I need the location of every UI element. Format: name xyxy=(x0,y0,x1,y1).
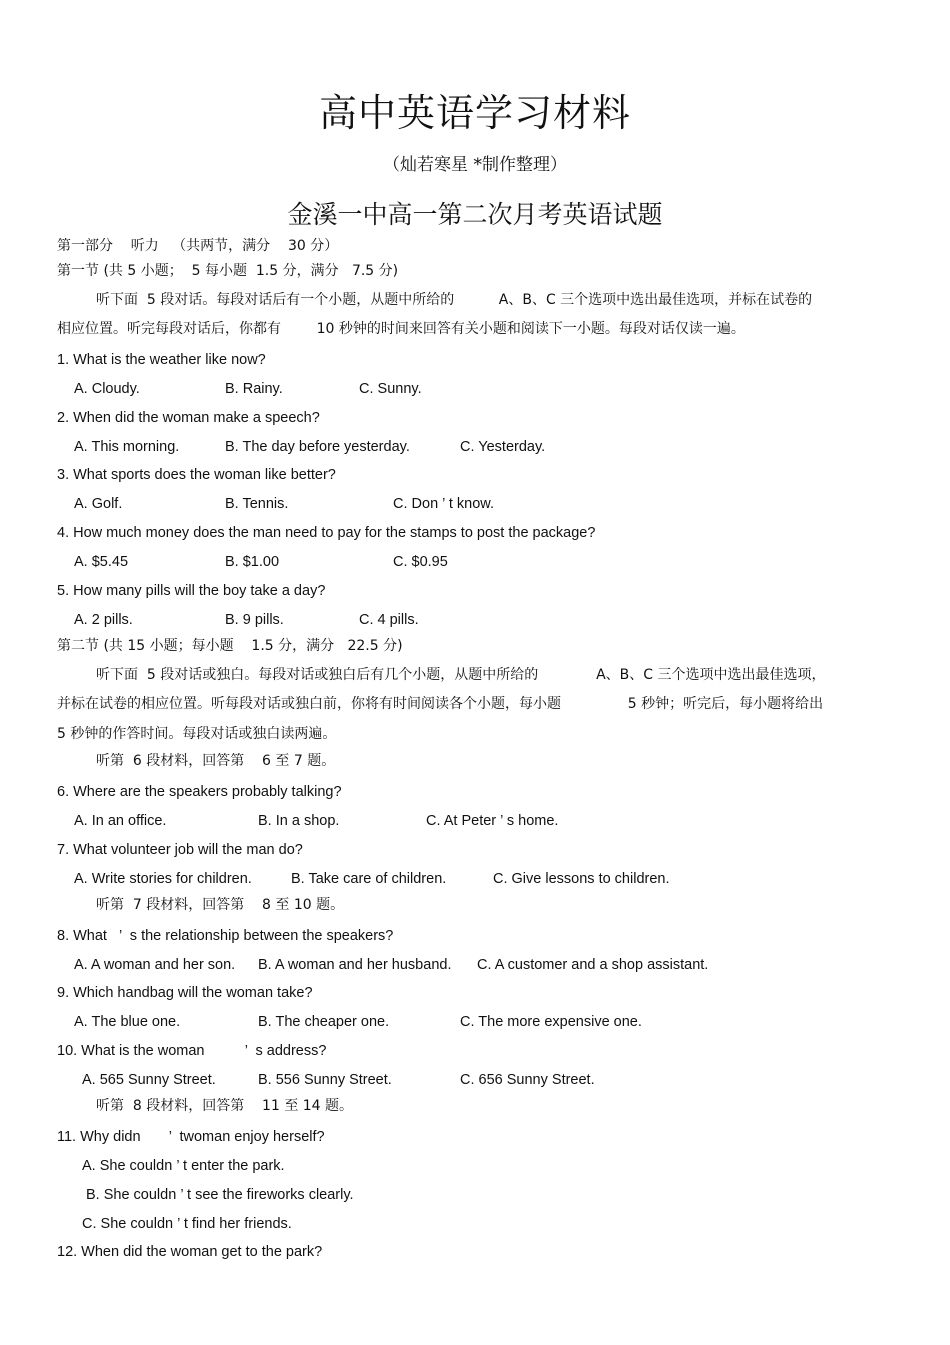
q6-option-b: B. In a shop. xyxy=(258,813,340,829)
q5-option-c: C. 4 pills. xyxy=(359,612,419,628)
q6-option-a: A. In an office. xyxy=(74,813,167,829)
q7-option-a: A. Write stories for children. xyxy=(74,871,252,887)
question-1: 1. What is the weather like now? xyxy=(57,352,266,368)
q2-option-b: B. The day before yesterday. xyxy=(225,439,410,455)
q9-option-c: C. The more expensive one. xyxy=(460,1014,642,1030)
section2-heading: 第二节 (共 15 小题；每小题 1.5 分，满分 22.5 分) xyxy=(57,638,403,654)
q9-option-a: A. The blue one. xyxy=(74,1014,181,1030)
question-7: 7. What volunteer job will the man do? xyxy=(57,842,303,858)
question-4: 4. How much money does the man need to pay for the stamps to post the package? xyxy=(57,525,596,541)
q4-option-b: B. $1.00 xyxy=(225,554,280,570)
q2-option-a: A. This morning. xyxy=(74,439,180,455)
section1-instructions-1: 听下面 5 段对话。每段对话后有一个小题，从题中所给的 A、B、C 三个选项中选出最佳选项，并标在试卷的 xyxy=(96,292,813,308)
q11-option-a: A. She couldn ’ t enter the park. xyxy=(82,1158,285,1174)
q8-option-c: C. A customer and a shop assistant. xyxy=(477,957,709,973)
q11-option-b: B. She couldn ’ t see the fireworks clearly. xyxy=(86,1187,354,1203)
q1-option-a: A. Cloudy. xyxy=(74,381,140,397)
section1-heading: 第一节 (共 5 小题； 5 每小题 1.5 分，满分 7.5 分) xyxy=(57,263,399,279)
question-8: 8. What ’ s the relationship between the speakers? xyxy=(57,928,394,944)
q5-option-a: A. 2 pills. xyxy=(74,612,133,628)
main-title: 高中英语学习材料 xyxy=(318,91,631,135)
q6-option-c: C. At Peter ’ s home. xyxy=(426,813,559,829)
section2-instructions-2: 并标在试卷的相应位置。听每段对话或独白前，你将有时间阅读各个小题，每小题 5 秒钟；听完后，每小题将给出 xyxy=(57,696,824,712)
question-2: 2. When did the woman make a speech? xyxy=(57,410,320,426)
q10-option-a: A. 565 Sunny Street. xyxy=(82,1072,216,1088)
q2-option-c: C. Yesterday. xyxy=(460,439,546,455)
question-11: 11. Why didn ’ twoman enjoy herself? xyxy=(57,1129,325,1145)
q11-option-c: C. She couldn ’ t find her friends. xyxy=(82,1216,292,1232)
subtitle: （灿若寒星 *制作整理） xyxy=(383,155,567,175)
question-6: 6. Where are the speakers probably talking? xyxy=(57,784,342,800)
q9-option-b: B. The cheaper one. xyxy=(258,1014,390,1030)
question-5: 5. How many pills will the boy take a day? xyxy=(57,583,326,599)
q5-option-b: B. 9 pills. xyxy=(225,612,284,628)
section1-instructions-2: 相应位置。听完每段对话后，你都有 10 秒钟的时间来回答有关小题和阅读下一小题。每段对话仅读一遍。 xyxy=(57,321,745,337)
q3-option-c: C. Don ’ t know. xyxy=(393,496,495,512)
q8-option-a: A. A woman and her son. xyxy=(74,957,236,973)
q4-option-a: A. $5.45 xyxy=(74,554,129,570)
material-7-note: 听第 7 段材料，回答第 8 至 10 题。 xyxy=(96,897,345,913)
section2-instructions-1: 听下面 5 段对话或独白。每段对话或独白后有几个小题，从题中所给的 A、B、C 三个选项中选出最佳选项， xyxy=(96,667,826,683)
q8-option-b: B. A woman and her husband. xyxy=(258,957,452,973)
q1-option-c: C. Sunny. xyxy=(359,381,422,397)
q3-option-a: A. Golf. xyxy=(74,496,123,512)
q1-option-b: B. Rainy. xyxy=(225,381,283,397)
material-6-note: 听第 6 段材料，回答第 6 至 7 题。 xyxy=(96,753,336,769)
q7-option-c: C. Give lessons to children. xyxy=(493,871,670,887)
material-8-note: 听第 8 段材料，回答第 11 至 14 题。 xyxy=(96,1098,354,1114)
q3-option-b: B. Tennis. xyxy=(225,496,289,512)
question-12: 12. When did the woman get to the park? xyxy=(57,1244,323,1260)
part1-heading: 第一部分 听力 （共两节，满分 30 分） xyxy=(57,238,339,254)
exam-title: 金溪一中高一第二次月考英语试题 xyxy=(287,200,663,229)
question-3: 3. What sports does the woman like better? xyxy=(57,467,336,483)
question-9: 9. Which handbag will the woman take? xyxy=(57,985,313,1001)
q10-option-b: B. 556 Sunny Street. xyxy=(258,1072,392,1088)
section2-instructions-3: 5 秒钟的作答时间。每段对话或独白读两遍。 xyxy=(57,726,337,742)
q10-option-c: C. 656 Sunny Street. xyxy=(460,1072,595,1088)
question-10: 10. What is the woman ’ s address? xyxy=(57,1043,327,1059)
q7-option-b: B. Take care of children. xyxy=(291,871,447,887)
q4-option-c: C. $0.95 xyxy=(393,554,448,570)
